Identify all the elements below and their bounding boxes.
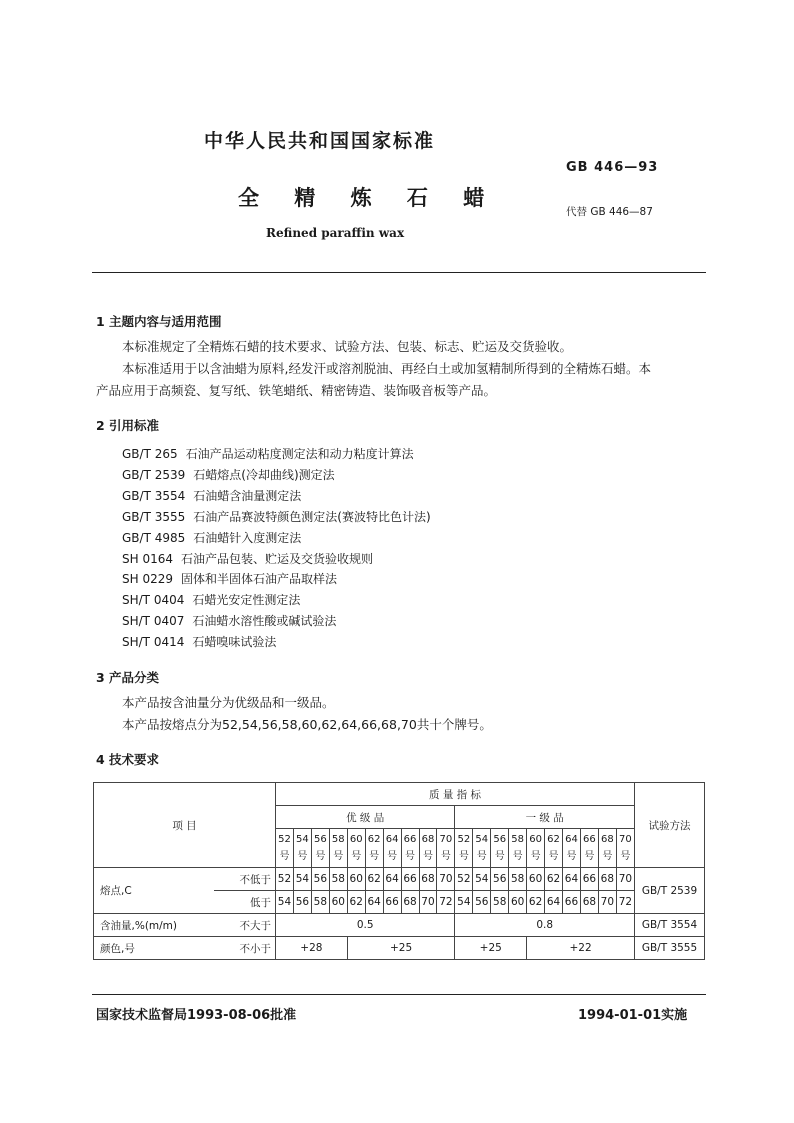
- grade-number: 56: [493, 834, 507, 845]
- reference-code: GB/T 265: [122, 447, 178, 461]
- premium-grade-header: 优 级 品: [276, 806, 455, 829]
- grade-header-cell: [455, 829, 473, 868]
- melting-high-value: 64: [545, 891, 563, 914]
- melting-high-value: 60: [329, 891, 347, 914]
- section-2-heading: 2 引用标准: [96, 418, 160, 433]
- grade-header-cell: [616, 829, 634, 868]
- reference-title: 石油蜡含油量测定法: [193, 488, 302, 503]
- grade-suffix: 号: [458, 851, 469, 862]
- reference-item: [122, 486, 431, 507]
- grade-suffix: 号: [333, 851, 344, 862]
- melting-high-value: 56: [293, 891, 311, 914]
- melting-high-value: 56: [473, 891, 491, 914]
- melting-low-value: 64: [563, 868, 581, 891]
- grade-header-cell: [293, 829, 311, 868]
- reference-item: [122, 569, 431, 590]
- grade-number: 64: [565, 834, 578, 845]
- grade-number: 60: [529, 834, 542, 845]
- grade-header-cell: [419, 829, 437, 868]
- oil-content-label: 含油量,%(m/m): [94, 914, 214, 937]
- section-4-heading: 4 技术要求: [96, 752, 160, 767]
- grade-header-cell: [365, 829, 383, 868]
- grade-suffix: 号: [315, 851, 326, 862]
- reference-item: [122, 632, 431, 653]
- approval-note: 国家技术监督局1993-08-06批准: [96, 1008, 297, 1023]
- oil-premium-value: 0.5: [276, 914, 455, 937]
- grade-header-cell: [509, 829, 527, 868]
- grade-number: 52: [278, 834, 291, 845]
- standard-code: GB 446—93: [566, 160, 659, 175]
- grade-number: 56: [313, 834, 327, 845]
- reference-code: GB/T 4985: [122, 530, 186, 545]
- section-1-paragraph-1: 本标准规定了全精炼石蜡的技术要求、试验方法、包装、标志、贮运及交货验收。: [122, 339, 573, 354]
- melting-point-label: 熔点,C: [94, 868, 214, 914]
- grade-number: 62: [367, 834, 381, 845]
- grade-number: 70: [619, 834, 632, 845]
- reference-item: [122, 444, 431, 465]
- grade-header-cell: [437, 829, 455, 868]
- grade-suffix: 号: [620, 851, 631, 862]
- reference-item: [122, 590, 431, 611]
- melting-high-value: 58: [491, 891, 509, 914]
- melting-low-value: 62: [545, 868, 563, 891]
- melting-cond-high: 低于: [214, 891, 276, 914]
- melting-high-value: 70: [598, 891, 616, 914]
- melting-low-value: 60: [347, 868, 365, 891]
- grade-suffix: 号: [530, 851, 541, 862]
- grade-number: 68: [600, 834, 614, 845]
- grade-header-cell: [276, 829, 294, 868]
- grade-number: 54: [475, 834, 489, 845]
- grade-suffix: 号: [387, 851, 398, 862]
- technical-requirements-table: [93, 782, 705, 960]
- grade-header-cell: [527, 829, 545, 868]
- melting-high-value: 72: [437, 891, 455, 914]
- color-first-value-b: +22: [527, 937, 635, 960]
- section-3-paragraph-2: 本产品按熔点分为52,54,56,58,60,62,64,66,68,70共十个牌号。: [122, 717, 492, 732]
- grade-number: 70: [439, 834, 453, 845]
- reference-title: 石蜡嗅味试验法: [192, 635, 277, 650]
- grade-number: 62: [547, 834, 560, 845]
- grade-header-cell: [598, 829, 616, 868]
- melting-low-value: 58: [509, 868, 527, 891]
- melting-high-value: 66: [563, 891, 581, 914]
- melting-high-value: 54: [276, 891, 294, 914]
- melting-low-value: 54: [473, 868, 491, 891]
- grade-number: 68: [421, 834, 435, 845]
- melting-high-value: 54: [455, 891, 473, 914]
- reference-item: [122, 465, 431, 486]
- grade-suffix: 号: [494, 851, 505, 862]
- color-cond: 不小于: [214, 937, 276, 960]
- melting-low-value: 68: [598, 868, 616, 891]
- grade-suffix: 号: [440, 851, 451, 862]
- color-first-value-a: +25: [455, 937, 527, 960]
- melting-low-value: 68: [419, 868, 437, 891]
- melting-high-value: 68: [401, 891, 419, 914]
- reference-code: SH 0164: [122, 551, 173, 566]
- color-method: GB/T 3555: [635, 937, 705, 960]
- grade-suffix: 号: [512, 851, 523, 862]
- reference-code: GB/T 2539: [122, 467, 186, 482]
- grade-suffix: 号: [584, 851, 595, 862]
- reference-item: [122, 507, 431, 528]
- melting-high-value: 72: [616, 891, 634, 914]
- reference-title: 石油产品包装、贮运及交货验收规则: [181, 551, 374, 566]
- section-1-heading: 1 主题内容与适用范围: [96, 314, 222, 329]
- item-header: 项 目: [94, 783, 276, 868]
- melting-low-value: 52: [276, 868, 294, 891]
- grade-suffix: 号: [297, 851, 308, 862]
- melting-low-value: 66: [580, 868, 598, 891]
- grade-number: 58: [331, 834, 345, 845]
- implementation-note: 1994-01-01实施: [578, 1008, 688, 1023]
- melting-low-value: 56: [491, 868, 509, 891]
- grade-number: 54: [296, 834, 309, 845]
- section-3-heading: 3 产品分类: [96, 670, 160, 685]
- grade-number: 66: [583, 834, 596, 845]
- grade-header-cell: [545, 829, 563, 868]
- melting-high-value: 62: [527, 891, 545, 914]
- reference-title: 石蜡熔点(冷却曲线)测定法: [193, 467, 335, 482]
- melting-high-value: 60: [509, 891, 527, 914]
- oil-first-value: 0.8: [455, 914, 635, 937]
- section-1-paragraph-2-cont: 产品应用于高频瓷、复写纸、铁笔蜡纸、精密铸造、装饰吸音板等产品。: [96, 383, 497, 398]
- grade-suffix: 号: [476, 851, 487, 862]
- grade-header-cell: [563, 829, 581, 868]
- grade-header-cell: [473, 829, 491, 868]
- reference-title: 石蜡光安定性测定法: [192, 593, 301, 608]
- melting-low-value: 66: [401, 868, 419, 891]
- oil-content-cond: 不大于: [214, 914, 276, 937]
- melting-high-value: 66: [383, 891, 401, 914]
- color-label: 颜色,号: [94, 937, 214, 960]
- melting-high-value: 70: [419, 891, 437, 914]
- grade-header-cell: [401, 829, 419, 868]
- grade-suffix: 号: [422, 851, 433, 862]
- grade-header-cell: [347, 829, 365, 868]
- header-rule: [92, 272, 706, 273]
- reference-title: 石油蜡水溶性酸或碱试验法: [192, 614, 337, 629]
- section-1-paragraph-2: 本标准适用于以含油蜡为原料,经发汗或溶剂脱油、再经白土或加氢精制所得到的全精炼石蜡。本: [122, 361, 651, 376]
- grade-number: 58: [511, 834, 525, 845]
- melting-low-value: 58: [329, 868, 347, 891]
- reference-code: SH/T 0414: [122, 635, 185, 650]
- method-header: 试验方法: [635, 783, 705, 868]
- color-premium-value-a: +28: [276, 937, 348, 960]
- grade-header-cell: [311, 829, 329, 868]
- melting-method: GB/T 2539: [635, 868, 705, 914]
- grade-header-cell: [329, 829, 347, 868]
- melting-high-value: 64: [365, 891, 383, 914]
- grade-suffix: 号: [548, 851, 559, 862]
- replaces-note: 代替 GB 446—87: [566, 206, 653, 218]
- melting-low-value: 60: [527, 868, 545, 891]
- melting-low-value: 70: [616, 868, 634, 891]
- document-title: 全 精 炼 石 蜡: [238, 186, 499, 210]
- reference-code: SH 0229: [122, 572, 173, 587]
- reference-code: SH/T 0404: [122, 593, 185, 608]
- grade-suffix: 号: [602, 851, 613, 862]
- document-title-english: Refined paraffin wax: [266, 226, 405, 240]
- reference-title: 固体和半固体石油产品取样法: [181, 572, 338, 587]
- grade-suffix: 号: [351, 851, 362, 862]
- first-grade-header: 一 级 品: [455, 806, 635, 829]
- melting-low-value: 54: [293, 868, 311, 891]
- color-premium-value-b: +25: [347, 937, 455, 960]
- grade-suffix: 号: [369, 851, 380, 862]
- reference-code: SH/T 0407: [122, 614, 185, 629]
- grade-number: 66: [403, 834, 417, 845]
- quality-header: 质 量 指 标: [276, 783, 635, 806]
- reference-title: 石油产品运动粘度测定法和动力粘度计算法: [185, 447, 414, 461]
- reference-code: GB/T 3554: [122, 488, 186, 503]
- reference-code: GB/T 3555: [122, 509, 186, 524]
- melting-high-value: 62: [347, 891, 365, 914]
- oil-method: GB/T 3554: [635, 914, 705, 937]
- section-3-paragraph-1: 本产品按含油量分为优级品和一级品。: [122, 695, 335, 710]
- reference-item: [122, 528, 431, 549]
- melting-low-value: 70: [437, 868, 455, 891]
- grade-suffix: 号: [566, 851, 577, 862]
- grade-header-cell: [491, 829, 509, 868]
- grade-header-cell: [580, 829, 598, 868]
- reference-item: [122, 611, 431, 632]
- grade-suffix: 号: [279, 851, 290, 862]
- melting-low-value: 62: [365, 868, 383, 891]
- melting-high-value: 58: [311, 891, 329, 914]
- melting-low-value: 56: [311, 868, 329, 891]
- grade-number: 60: [349, 834, 363, 845]
- national-standard-heading: 中华人民共和国国家标准: [204, 130, 436, 152]
- reference-item: [122, 549, 431, 570]
- grade-header-cell: [383, 829, 401, 868]
- melting-cond-low: 不低于: [214, 868, 276, 891]
- melting-high-value: 68: [580, 891, 598, 914]
- melting-low-value: 64: [383, 868, 401, 891]
- reference-list: [122, 444, 431, 653]
- reference-title: 石油产品赛波特颜色测定法(赛波特比色计法): [193, 509, 431, 524]
- grade-number: 64: [385, 834, 399, 845]
- footer-rule: [92, 994, 706, 995]
- grade-suffix: 号: [405, 851, 416, 862]
- grade-number: 52: [457, 834, 471, 845]
- melting-low-value: 52: [455, 868, 473, 891]
- reference-title: 石油蜡针入度测定法: [193, 530, 302, 545]
